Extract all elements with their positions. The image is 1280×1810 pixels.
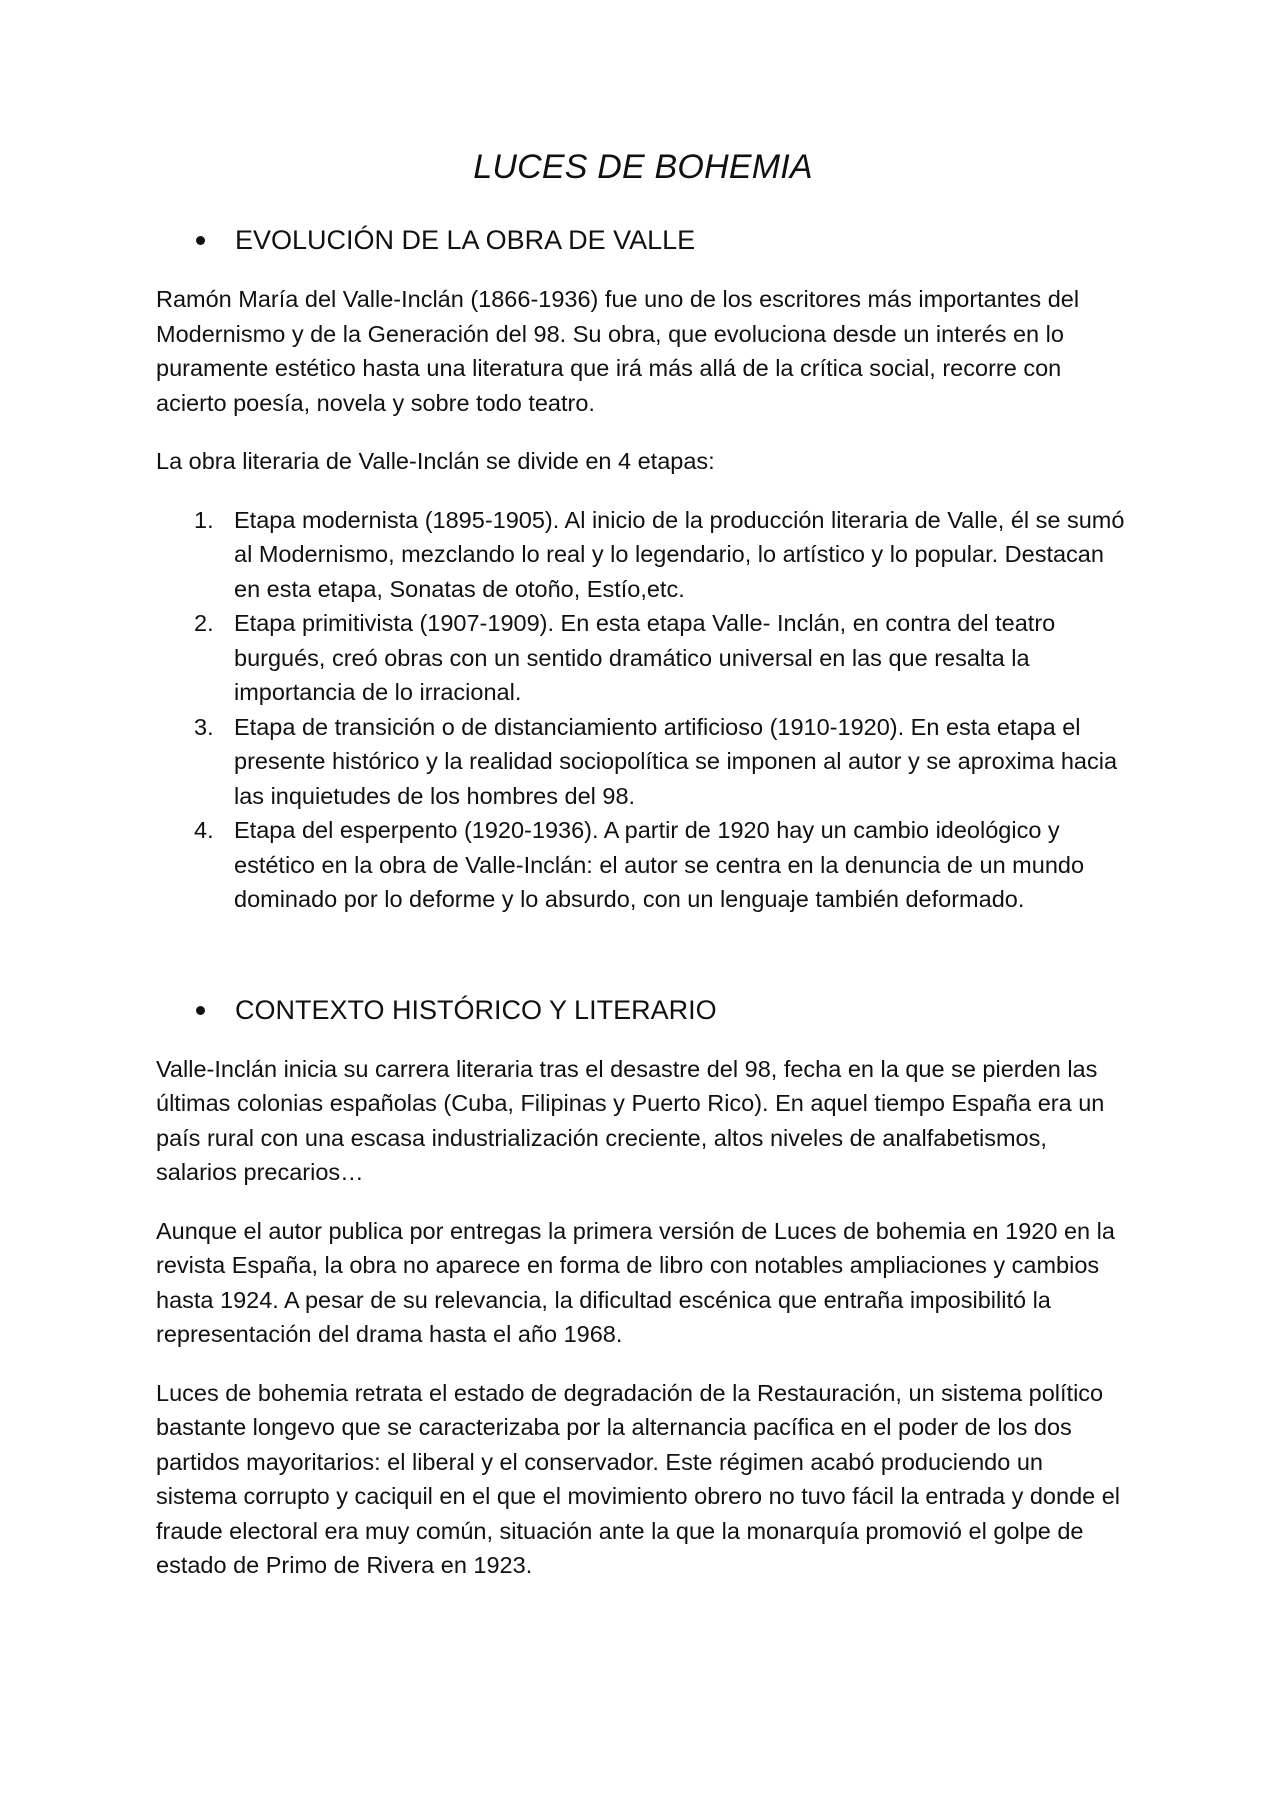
section-heading-evolucion bbox=[156, 225, 1130, 256]
list-item-text: Etapa modernista (1895-1905). Al inicio de la producción literaria de Valle, él se sumó al Modernismo, mezclando lo real y lo legendario, lo artístico y lo popular. Destacan en esta etapa, Sonatas de otoño, Estío,etc. bbox=[234, 506, 1125, 602]
list-item-text: Etapa de transición o de distanciamiento artificioso (1910-1920). En esta etapa el presente histórico y la realidad sociopolítica se imponen al autor y se aproxima hacia las inquietudes de los hombres del 98. bbox=[234, 713, 1118, 809]
list-item bbox=[156, 710, 1130, 814]
list-item bbox=[156, 606, 1130, 710]
list-item bbox=[156, 503, 1130, 607]
context-paragraph: Luces de bohemia retrata el estado de degradación de la Restauración, un sistema político bastante longevo que se caracterizaba por la alternancia pacífica en el poder de los dos partidos mayoritarios: el liberal y el conservador. Este régimen acabó produciendo un sistema corrupto y caciquil en el que el movimiento obrero no tuvo fácil la entrada y donde el fraude electoral era muy común, situación ante la que la monarquía promovió el golpe de estado de Primo de Rivera en 1923. bbox=[156, 1379, 1121, 1578]
list-item-number: 1. bbox=[194, 506, 214, 533]
stages-list bbox=[156, 503, 1130, 917]
list-item-number: 2. bbox=[194, 610, 214, 636]
bullet-icon bbox=[196, 236, 205, 245]
document-title: LUCES DE BOHEMIA bbox=[473, 148, 813, 186]
context-paragraph: Valle-Inclán inicia su carrera literaria tras el desastre del 98, fecha en la que se pierden las últimas colonias españolas (Cuba, Filipinas y Puerto Rico). En aquel tiempo España era un país rural con una escasa industrialización creciente, altos niveles de analfabetismos, salarios precarios… bbox=[156, 1055, 1105, 1185]
section-heading-text: EVOLUCIÓN DE LA OBRA DE VALLE bbox=[235, 225, 696, 255]
list-item-number: 3. bbox=[194, 713, 214, 740]
section-heading-text: CONTEXTO HISTÓRICO Y LITERARIO bbox=[235, 994, 717, 1025]
intro-paragraph: Ramón María del Valle-Inclán (1866-1936) fue uno de los escritores más importantes del Modernismo y de la Generación del 98. Su obra, que evoluciona desde un interés en lo puramente estético hasta una literatura que irá más allá de la crítica social, recorre con acierto poesía, novela y sobre todo teatro. bbox=[156, 286, 1080, 416]
context-paragraph: Aunque el autor publica por entregas la primera versión de Luces de bohemia en 1920 en la revista España, la obra no aparece en forma de libro con notables ampliaciones y cambios hasta 1924. A pesar de su relevancia, la dificultad escénica que entraña imposibilitó la representación del drama hasta el año 1968. bbox=[156, 1217, 1115, 1347]
list-item-text: Etapa primitivista (1907-1909). En esta etapa Valle- Inclán, en contra del teatro burgués, creó obras con un sentido dramático universal en las que resalta la importancia de lo irracional. bbox=[234, 610, 1056, 705]
list-item bbox=[156, 813, 1130, 917]
stages-lead-paragraph: La obra literaria de Valle-Inclán se divide en 4 etapas: bbox=[156, 448, 715, 474]
list-item-number: 4. bbox=[194, 817, 214, 843]
bullet-icon bbox=[196, 1006, 205, 1015]
section-heading-contexto bbox=[156, 995, 1130, 1026]
list-item-text: Etapa del esperpento (1920-1936). A partir de 1920 hay un cambio ideológico y estético en la obra de Valle-Inclán: el autor se centra en la denuncia de un mundo dominado por lo deforme y lo absurdo, con un lenguaje también deformado. bbox=[234, 817, 1085, 912]
section-spacer bbox=[156, 917, 1130, 995]
